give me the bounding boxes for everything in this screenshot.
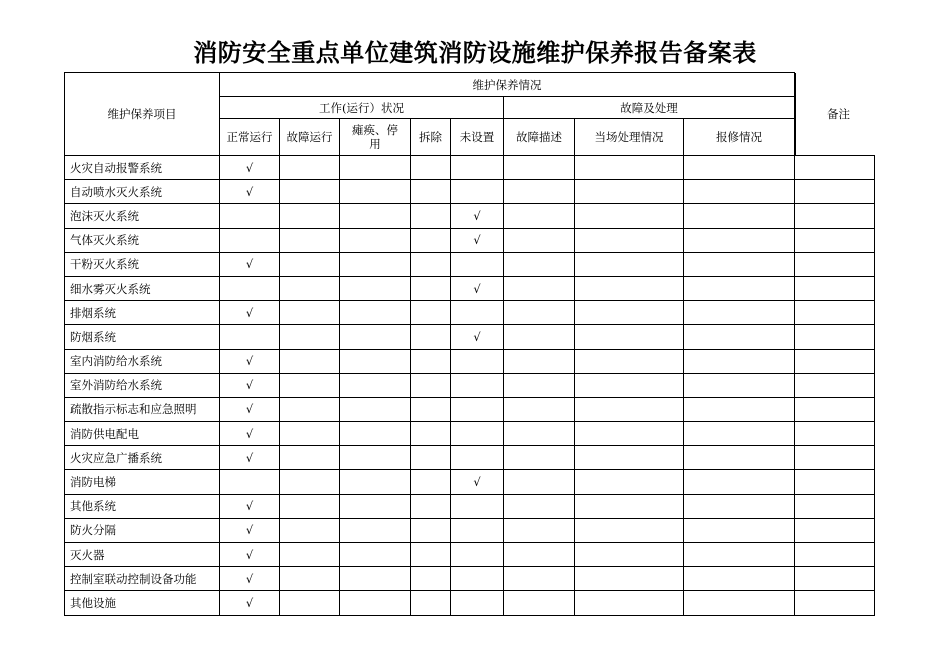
status-mark-cell bbox=[280, 180, 340, 204]
row-item-label: 泡沫灭火系统 bbox=[65, 204, 220, 228]
remark-cell bbox=[795, 543, 875, 567]
repair-report-cell bbox=[684, 180, 795, 204]
row-item-label: 火灾自动报警系统 bbox=[65, 156, 220, 180]
table-row bbox=[65, 494, 875, 518]
status-mark-cell bbox=[280, 446, 340, 470]
row-item-label: 防烟系统 bbox=[65, 325, 220, 349]
status-mark-cell bbox=[280, 397, 340, 421]
status-mark-cell bbox=[280, 252, 340, 276]
row-item-label: 气体灭火系统 bbox=[65, 228, 220, 252]
table-row bbox=[65, 591, 875, 615]
status-mark-cell bbox=[280, 591, 340, 615]
table-row bbox=[65, 301, 875, 325]
status-mark-cell bbox=[451, 301, 504, 325]
header-onsite-handling: 当场处理情况 bbox=[575, 119, 684, 156]
repair-report-cell bbox=[684, 301, 795, 325]
status-mark-cell bbox=[340, 252, 411, 276]
status-mark-cell bbox=[411, 470, 451, 494]
fault-description-cell bbox=[504, 446, 575, 470]
remark-cell bbox=[795, 470, 875, 494]
remark-cell bbox=[795, 301, 875, 325]
row-item-label: 灭火器 bbox=[65, 543, 220, 567]
status-mark-cell bbox=[280, 470, 340, 494]
table-row bbox=[65, 470, 875, 494]
header-maintenance-item: 维护保养项目 bbox=[65, 73, 220, 156]
status-mark-cell bbox=[451, 591, 504, 615]
status-mark-cell bbox=[280, 276, 340, 300]
status-mark-cell: √ bbox=[220, 301, 280, 325]
status-mark-cell bbox=[280, 518, 340, 542]
status-mark-cell: √ bbox=[220, 567, 280, 591]
status-mark-cell bbox=[280, 301, 340, 325]
status-mark-cell bbox=[280, 543, 340, 567]
fault-description-cell bbox=[504, 543, 575, 567]
fault-description-cell bbox=[504, 567, 575, 591]
repair-report-cell bbox=[684, 567, 795, 591]
status-mark-cell bbox=[340, 228, 411, 252]
status-mark-cell bbox=[340, 373, 411, 397]
fault-description-cell bbox=[504, 470, 575, 494]
repair-report-cell bbox=[684, 252, 795, 276]
fault-description-cell bbox=[504, 422, 575, 446]
status-mark-cell: √ bbox=[220, 397, 280, 421]
header-normal-running: 正常运行 bbox=[220, 119, 280, 156]
status-mark-cell bbox=[220, 470, 280, 494]
fault-description-cell bbox=[504, 373, 575, 397]
header-maintenance-status: 维护保养情况 bbox=[220, 73, 795, 97]
remark-cell bbox=[795, 276, 875, 300]
onsite-handling-cell bbox=[575, 180, 684, 204]
remark-cell bbox=[795, 373, 875, 397]
status-mark-cell bbox=[411, 349, 451, 373]
table-row bbox=[65, 373, 875, 397]
status-mark-cell bbox=[280, 373, 340, 397]
repair-report-cell bbox=[684, 228, 795, 252]
table-row bbox=[65, 180, 875, 204]
row-item-label: 干粉灭火系统 bbox=[65, 252, 220, 276]
table-body bbox=[65, 156, 875, 616]
fault-description-cell bbox=[504, 518, 575, 542]
table-row bbox=[65, 543, 875, 567]
status-mark-cell: √ bbox=[451, 204, 504, 228]
repair-report-cell bbox=[684, 373, 795, 397]
status-mark-cell bbox=[451, 180, 504, 204]
status-mark-cell bbox=[280, 422, 340, 446]
header-paralyzed-stopped: 瘫痪、停用 bbox=[340, 119, 411, 156]
status-mark-cell bbox=[280, 349, 340, 373]
status-mark-cell bbox=[451, 156, 504, 180]
header-not-installed: 未设置 bbox=[451, 119, 504, 156]
status-mark-cell bbox=[451, 252, 504, 276]
table-row bbox=[65, 518, 875, 542]
status-mark-cell bbox=[340, 494, 411, 518]
repair-report-cell bbox=[684, 325, 795, 349]
status-mark-cell: √ bbox=[220, 156, 280, 180]
remark-cell bbox=[795, 325, 875, 349]
status-mark-cell bbox=[280, 567, 340, 591]
status-mark-cell bbox=[411, 543, 451, 567]
status-mark-cell bbox=[340, 518, 411, 542]
status-mark-cell: √ bbox=[220, 252, 280, 276]
repair-report-cell bbox=[684, 591, 795, 615]
header-removed: 拆除 bbox=[411, 119, 451, 156]
status-mark-cell bbox=[411, 252, 451, 276]
header-work-status: 工作(运行）状况 bbox=[220, 97, 504, 119]
table-row bbox=[65, 156, 875, 180]
repair-report-cell bbox=[684, 204, 795, 228]
fault-description-cell bbox=[504, 349, 575, 373]
onsite-handling-cell bbox=[575, 543, 684, 567]
status-mark-cell bbox=[411, 276, 451, 300]
row-item-label: 细水雾灭火系统 bbox=[65, 276, 220, 300]
fault-description-cell bbox=[504, 180, 575, 204]
remark-cell bbox=[795, 228, 875, 252]
status-mark-cell: √ bbox=[220, 180, 280, 204]
fault-description-cell bbox=[504, 228, 575, 252]
status-mark-cell: √ bbox=[451, 276, 504, 300]
status-mark-cell bbox=[340, 325, 411, 349]
row-item-label: 排烟系统 bbox=[65, 301, 220, 325]
remark-cell bbox=[795, 494, 875, 518]
fault-description-cell bbox=[504, 156, 575, 180]
status-mark-cell bbox=[411, 301, 451, 325]
status-mark-cell bbox=[411, 373, 451, 397]
status-mark-cell bbox=[451, 373, 504, 397]
status-mark-cell bbox=[451, 397, 504, 421]
repair-report-cell bbox=[684, 349, 795, 373]
onsite-handling-cell bbox=[575, 301, 684, 325]
row-item-label: 室内消防给水系统 bbox=[65, 349, 220, 373]
status-mark-cell bbox=[411, 422, 451, 446]
onsite-handling-cell bbox=[575, 325, 684, 349]
status-mark-cell bbox=[340, 567, 411, 591]
row-item-label: 室外消防给水系统 bbox=[65, 373, 220, 397]
status-mark-cell bbox=[280, 325, 340, 349]
row-item-label: 其他设施 bbox=[65, 591, 220, 615]
status-mark-cell bbox=[411, 156, 451, 180]
status-mark-cell bbox=[280, 494, 340, 518]
status-mark-cell bbox=[411, 446, 451, 470]
status-mark-cell bbox=[451, 446, 504, 470]
repair-report-cell bbox=[684, 518, 795, 542]
status-mark-cell bbox=[411, 518, 451, 542]
status-mark-cell bbox=[340, 591, 411, 615]
status-mark-cell bbox=[340, 276, 411, 300]
row-item-label: 火灾应急广播系统 bbox=[65, 446, 220, 470]
repair-report-cell bbox=[684, 156, 795, 180]
status-mark-cell bbox=[340, 156, 411, 180]
onsite-handling-cell bbox=[575, 349, 684, 373]
status-mark-cell bbox=[280, 204, 340, 228]
fault-description-cell bbox=[504, 276, 575, 300]
fault-description-cell bbox=[504, 252, 575, 276]
fault-description-cell bbox=[504, 204, 575, 228]
onsite-handling-cell bbox=[575, 204, 684, 228]
header-fault-description: 故障描述 bbox=[504, 119, 575, 156]
row-item-label: 消防供电配电 bbox=[65, 422, 220, 446]
status-mark-cell: √ bbox=[220, 518, 280, 542]
status-mark-cell bbox=[340, 470, 411, 494]
status-mark-cell: √ bbox=[220, 373, 280, 397]
status-mark-cell bbox=[451, 518, 504, 542]
status-mark-cell bbox=[280, 228, 340, 252]
status-mark-cell: √ bbox=[451, 325, 504, 349]
row-item-label: 消防电梯 bbox=[65, 470, 220, 494]
status-mark-cell bbox=[220, 228, 280, 252]
status-mark-cell bbox=[340, 349, 411, 373]
onsite-handling-cell bbox=[575, 228, 684, 252]
remark-cell bbox=[795, 397, 875, 421]
status-mark-cell bbox=[220, 204, 280, 228]
header-remark: 备注 bbox=[795, 73, 875, 156]
header-fault-handling: 故障及处理 bbox=[504, 97, 795, 119]
status-mark-cell: √ bbox=[220, 422, 280, 446]
remark-cell bbox=[795, 518, 875, 542]
onsite-handling-cell bbox=[575, 397, 684, 421]
fault-description-cell bbox=[504, 301, 575, 325]
status-mark-cell bbox=[451, 422, 504, 446]
status-mark-cell: √ bbox=[451, 228, 504, 252]
onsite-handling-cell bbox=[575, 373, 684, 397]
status-mark-cell bbox=[220, 325, 280, 349]
table-row bbox=[65, 397, 875, 421]
table-row bbox=[65, 422, 875, 446]
table-row bbox=[65, 252, 875, 276]
header-repair-report: 报修情况 bbox=[684, 119, 795, 156]
onsite-handling-cell bbox=[575, 518, 684, 542]
status-mark-cell bbox=[340, 180, 411, 204]
status-mark-cell bbox=[411, 180, 451, 204]
remark-cell bbox=[795, 567, 875, 591]
onsite-handling-cell bbox=[575, 422, 684, 446]
status-mark-cell bbox=[411, 204, 451, 228]
status-mark-cell: √ bbox=[451, 470, 504, 494]
fault-description-cell bbox=[504, 591, 575, 615]
row-item-label: 疏散指示标志和应急照明 bbox=[65, 397, 220, 421]
table-row bbox=[65, 349, 875, 373]
status-mark-cell bbox=[451, 567, 504, 591]
status-mark-cell bbox=[451, 543, 504, 567]
status-mark-cell bbox=[411, 567, 451, 591]
fault-description-cell bbox=[504, 325, 575, 349]
status-mark-cell bbox=[451, 349, 504, 373]
onsite-handling-cell bbox=[575, 276, 684, 300]
row-item-label: 其他系统 bbox=[65, 494, 220, 518]
table-row bbox=[65, 567, 875, 591]
status-mark-cell bbox=[411, 591, 451, 615]
onsite-handling-cell bbox=[575, 567, 684, 591]
repair-report-cell bbox=[684, 543, 795, 567]
status-mark-cell bbox=[340, 301, 411, 325]
status-mark-cell: √ bbox=[220, 494, 280, 518]
table-row bbox=[65, 204, 875, 228]
row-item-label: 控制室联动控制设备功能 bbox=[65, 567, 220, 591]
row-item-label: 自动喷水灭火系统 bbox=[65, 180, 220, 204]
row-item-label: 防火分隔 bbox=[65, 518, 220, 542]
status-mark-cell bbox=[411, 494, 451, 518]
status-mark-cell bbox=[340, 446, 411, 470]
status-mark-cell bbox=[220, 276, 280, 300]
header-remark-cell bbox=[795, 73, 875, 156]
remark-cell bbox=[795, 156, 875, 180]
status-mark-cell bbox=[451, 494, 504, 518]
onsite-handling-cell bbox=[575, 494, 684, 518]
header-fault-running: 故障运行 bbox=[280, 119, 340, 156]
status-mark-cell bbox=[280, 156, 340, 180]
table-row bbox=[65, 325, 875, 349]
fault-description-cell bbox=[504, 494, 575, 518]
remark-cell bbox=[795, 591, 875, 615]
fault-description-cell bbox=[504, 397, 575, 421]
status-mark-cell bbox=[411, 228, 451, 252]
status-mark-cell bbox=[340, 422, 411, 446]
status-mark-cell bbox=[340, 204, 411, 228]
status-mark-cell bbox=[411, 325, 451, 349]
repair-report-cell bbox=[684, 494, 795, 518]
status-mark-cell bbox=[411, 397, 451, 421]
remark-cell bbox=[795, 422, 875, 446]
remark-cell bbox=[795, 204, 875, 228]
repair-report-cell bbox=[684, 422, 795, 446]
status-mark-cell: √ bbox=[220, 349, 280, 373]
remark-cell bbox=[795, 349, 875, 373]
table-row bbox=[65, 276, 875, 300]
onsite-handling-cell bbox=[575, 252, 684, 276]
maintenance-report-table bbox=[64, 72, 875, 616]
status-mark-cell: √ bbox=[220, 446, 280, 470]
status-mark-cell: √ bbox=[220, 591, 280, 615]
repair-report-cell bbox=[684, 446, 795, 470]
onsite-handling-cell bbox=[575, 591, 684, 615]
page-title: 消防安全重点单位建筑消防设施维护保养报告备案表 bbox=[193, 39, 757, 67]
table-row bbox=[65, 228, 875, 252]
status-mark-cell: √ bbox=[220, 543, 280, 567]
status-mark-cell bbox=[340, 397, 411, 421]
repair-report-cell bbox=[684, 470, 795, 494]
repair-report-cell bbox=[684, 397, 795, 421]
status-mark-cell bbox=[340, 543, 411, 567]
repair-report-cell bbox=[684, 276, 795, 300]
table-row bbox=[65, 446, 875, 470]
onsite-handling-cell bbox=[575, 446, 684, 470]
remark-cell bbox=[795, 252, 875, 276]
onsite-handling-cell bbox=[575, 470, 684, 494]
onsite-handling-cell bbox=[575, 156, 684, 180]
remark-cell bbox=[795, 180, 875, 204]
remark-cell bbox=[795, 446, 875, 470]
